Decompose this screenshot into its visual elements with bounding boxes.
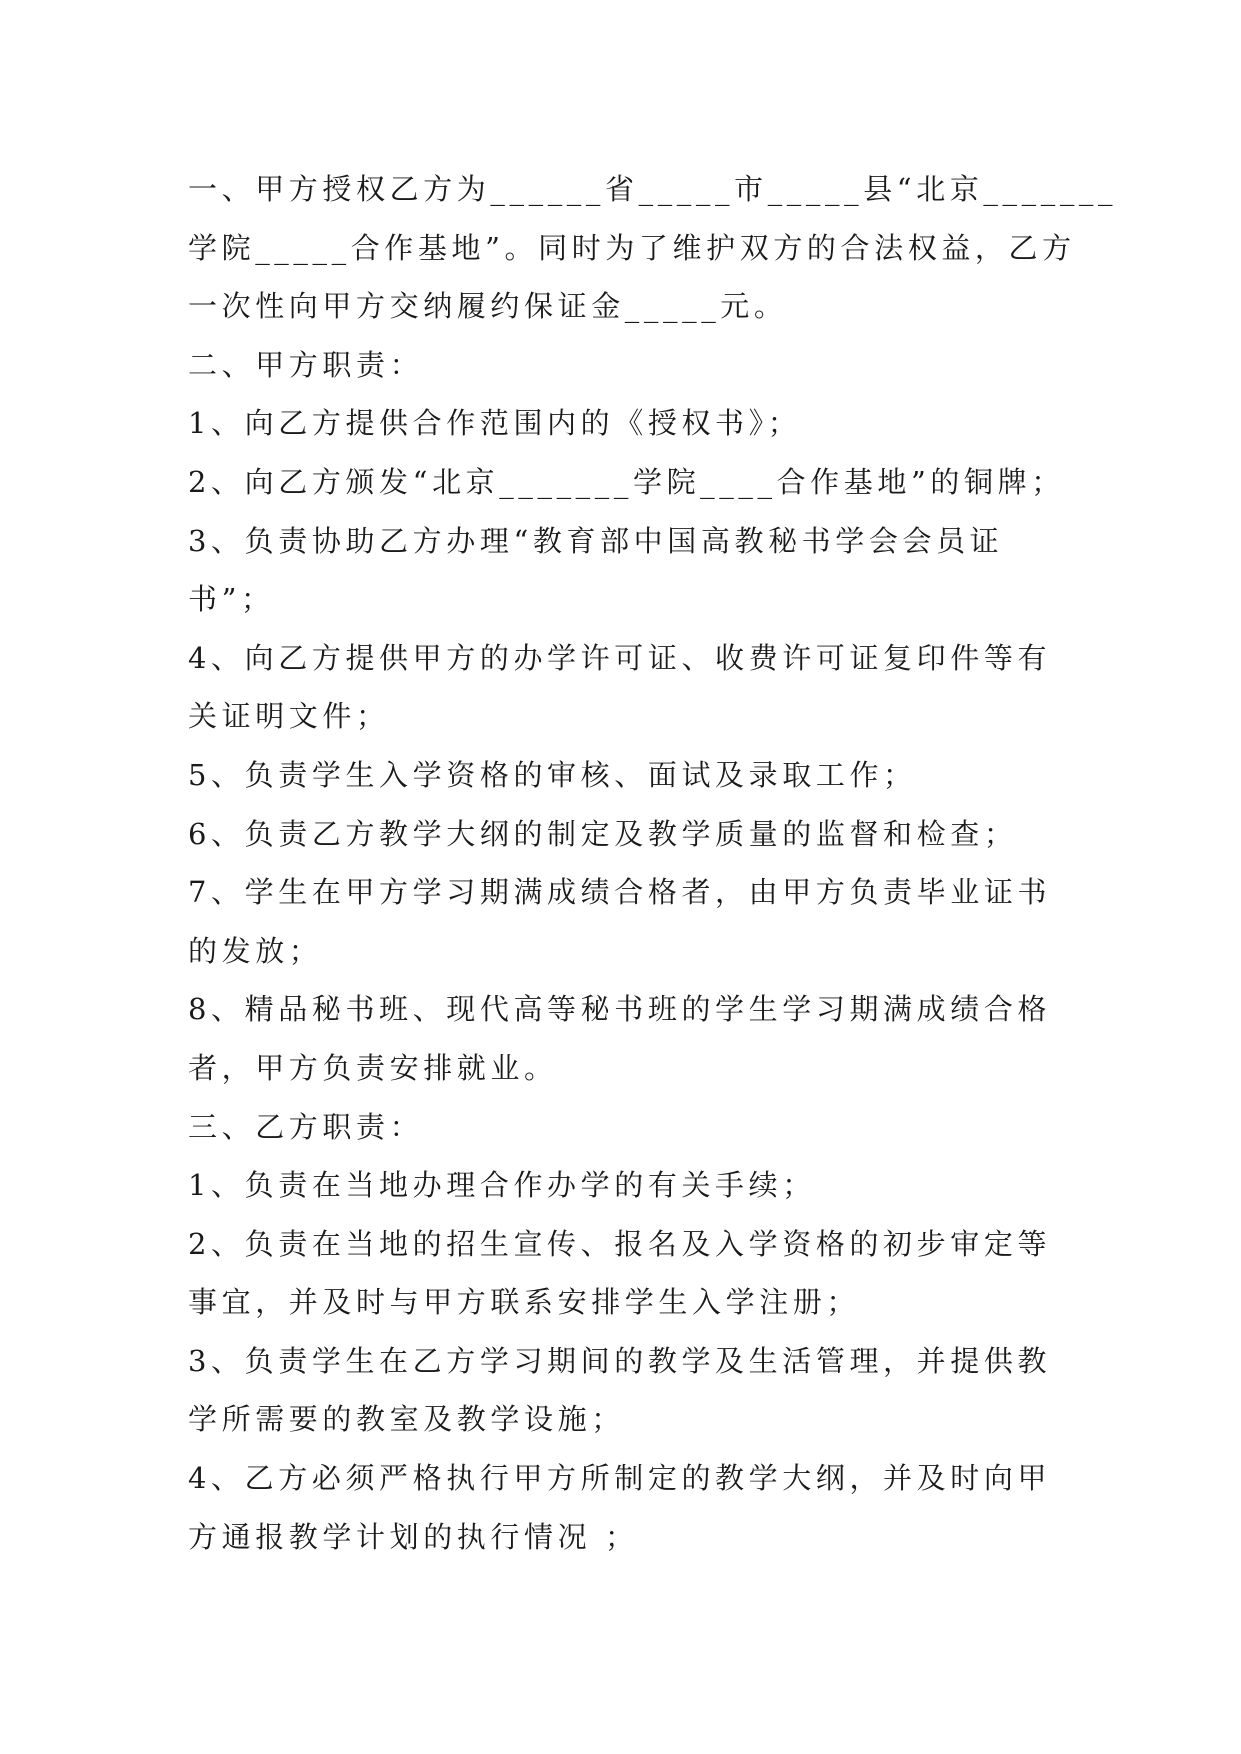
- text-line: 8、精品秘书班、现代高等秘书班的学生学习期满成绩合格: [188, 992, 1052, 1027]
- text-line: 者，甲方负责安排就业。: [188, 1050, 558, 1085]
- text-line: 一、甲方授权乙方为______省_____市_____县“北京_______: [188, 172, 1118, 206]
- text-line: 3、负责学生在乙方学习期间的教学及生活管理，并提供教: [188, 1343, 1052, 1378]
- section-heading: 三、乙方职责：: [188, 1109, 424, 1144]
- text-line: 4、乙方必须严格执行甲方所制定的教学大纲，并及时向甲: [188, 1461, 1052, 1496]
- text-line: 的发放；: [188, 933, 323, 968]
- text-line: 1、负责在当地办理合作办学的有关手续；: [188, 1168, 816, 1203]
- text-line: 6、负责乙方教学大纲的制定及教学质量的监督和检查；: [188, 816, 1018, 851]
- section-heading: 二、甲方职责：: [188, 347, 424, 382]
- text-line: 学院_____合作基地”。同时为了维护双方的合法权益，乙方: [188, 230, 1076, 265]
- text-line: 关证明文件；: [188, 699, 390, 734]
- text-line: 事宜，并及时与甲方联系安排学生入学注册；: [188, 1285, 861, 1320]
- document-body: [188, 160, 1118, 1566]
- text-line: 3、负责协助乙方办理“教育部中国高教秘书学会会员证: [188, 523, 1004, 558]
- text-line: 学所需要的教室及教学设施；: [188, 1402, 625, 1437]
- text-line: 4、向乙方提供甲方的办学许可证、收费许可证复印件等有: [188, 640, 1052, 675]
- text-line: 1、向乙方提供合作范围内的《授权书》；: [188, 406, 802, 441]
- text-line: 7、学生在甲方学习期满成绩合格者，由甲方负责毕业证书: [188, 875, 1052, 910]
- text-line: 一次性向甲方交纳履约保证金_____元。: [188, 289, 788, 324]
- text-line: 2、负责在当地的招生宣传、报名及入学资格的初步审定等: [188, 1226, 1052, 1261]
- text-line: 5、负责学生入学资格的审核、面试及录取工作；: [188, 757, 917, 792]
- text-line: 书”；: [188, 582, 275, 617]
- text-line: 2、向乙方颁发“北京_______学院____合作基地”的铜牌；: [188, 464, 1065, 499]
- text-line: 方通报教学计划的执行情况 ；: [188, 1519, 639, 1554]
